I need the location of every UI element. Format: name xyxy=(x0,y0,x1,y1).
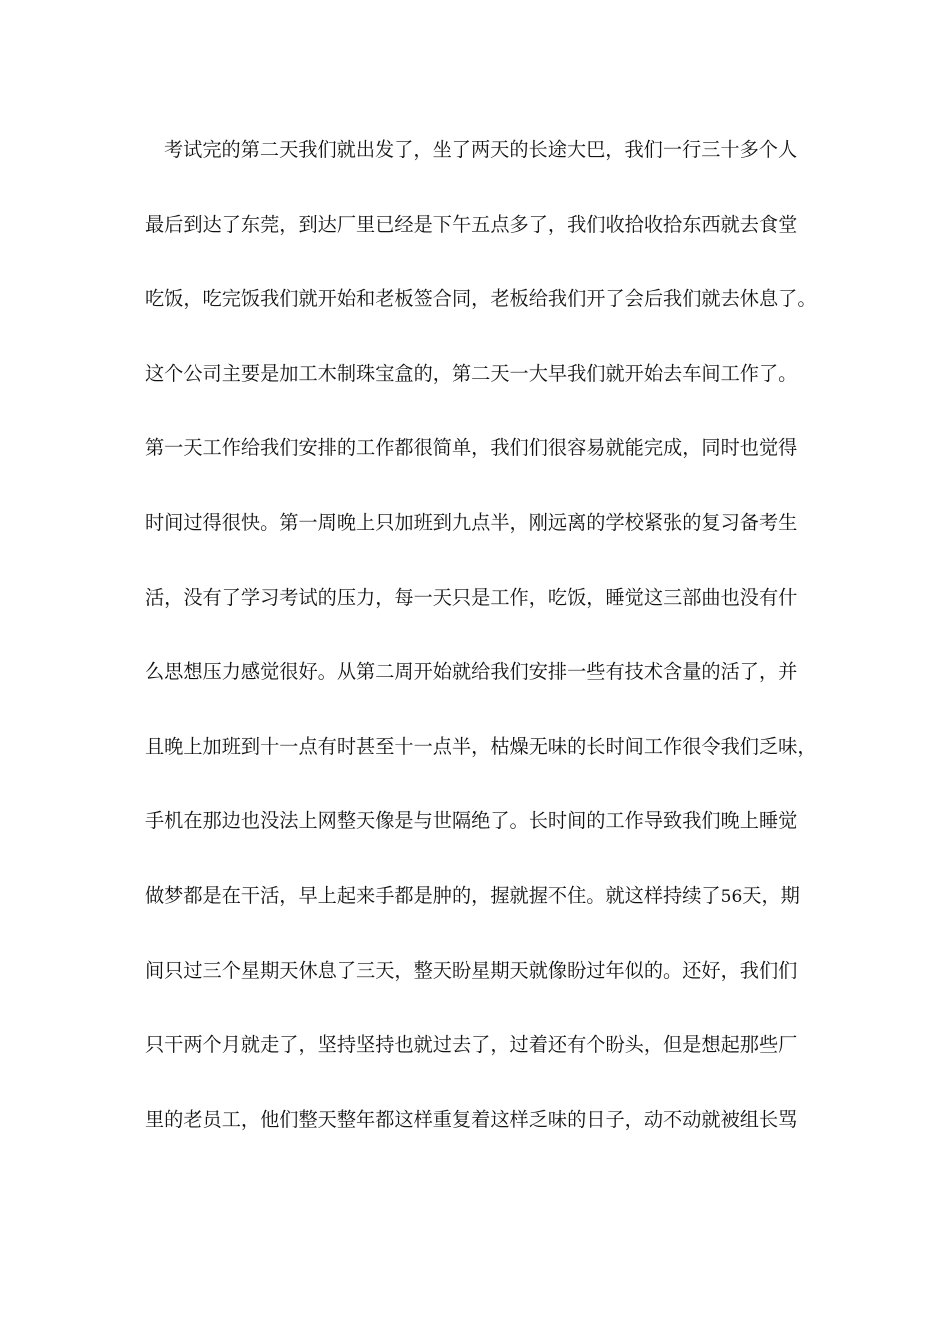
text-line: 第一天工作给我们安排的工作都很简单，我们们很容易就能完成，同时也觉得 xyxy=(145,436,798,460)
text-line: 么思想压力感觉很好。从第二周开始就给我们安排一些有技术含量的活了，并 xyxy=(145,660,798,684)
text-line: 最后到达了东莞，到达厂里已经是下午五点多了，我们收拾收拾东西就去食堂 xyxy=(145,212,798,236)
day-count: 56 xyxy=(720,886,743,907)
text-line xyxy=(145,874,835,949)
text-line: 这个公司主要是加工木制珠宝盒的，第二天一大早我们就开始去车间工作了。 xyxy=(145,361,798,385)
text-line-part: 做梦都是在干活，早上起来手都是肿的，握就握不住。就这样持续了 xyxy=(145,883,721,907)
text-line: 且晚上加班到十一点有时甚至十一点半，枯燥无味的长时间工作很令我们乏味， xyxy=(145,734,817,758)
text-line: 时间过得很快。第一周晚上只加班到九点半，刚远离的学校紧张的复习备考生 xyxy=(145,510,798,534)
text-line-part: 天，期 xyxy=(742,883,800,907)
text-line: 活，没有了学习考试的压力，每一天只是工作，吃饭，睡觉这三部曲也没有什 xyxy=(145,585,798,609)
essay-body xyxy=(145,128,835,1172)
text-line: 间只过三个星期天休息了三天，整天盼星期天就像盼过年似的。还好，我们们 xyxy=(145,958,798,982)
text-line: 里的老员工，他们整天整年都这样重复着这样乏味的日子，动不动就被组长骂 xyxy=(145,1107,798,1131)
text-line: 吃饭，吃完饭我们就开始和老板签合同，老板给我们开了会后我们就去休息了。 xyxy=(145,287,817,311)
text-line: 手机在那边也没法上网整天像是与世隔绝了。长时间的工作导致我们晚上睡觉 xyxy=(145,809,798,833)
text-line: 只干两个月就走了，坚持坚持也就过去了，过着还有个盼头，但是想起那些厂 xyxy=(145,1033,798,1057)
text-line: 考试完的第二天我们就出发了，坐了两天的长途大巴，我们一行三十多个人 xyxy=(164,138,798,161)
